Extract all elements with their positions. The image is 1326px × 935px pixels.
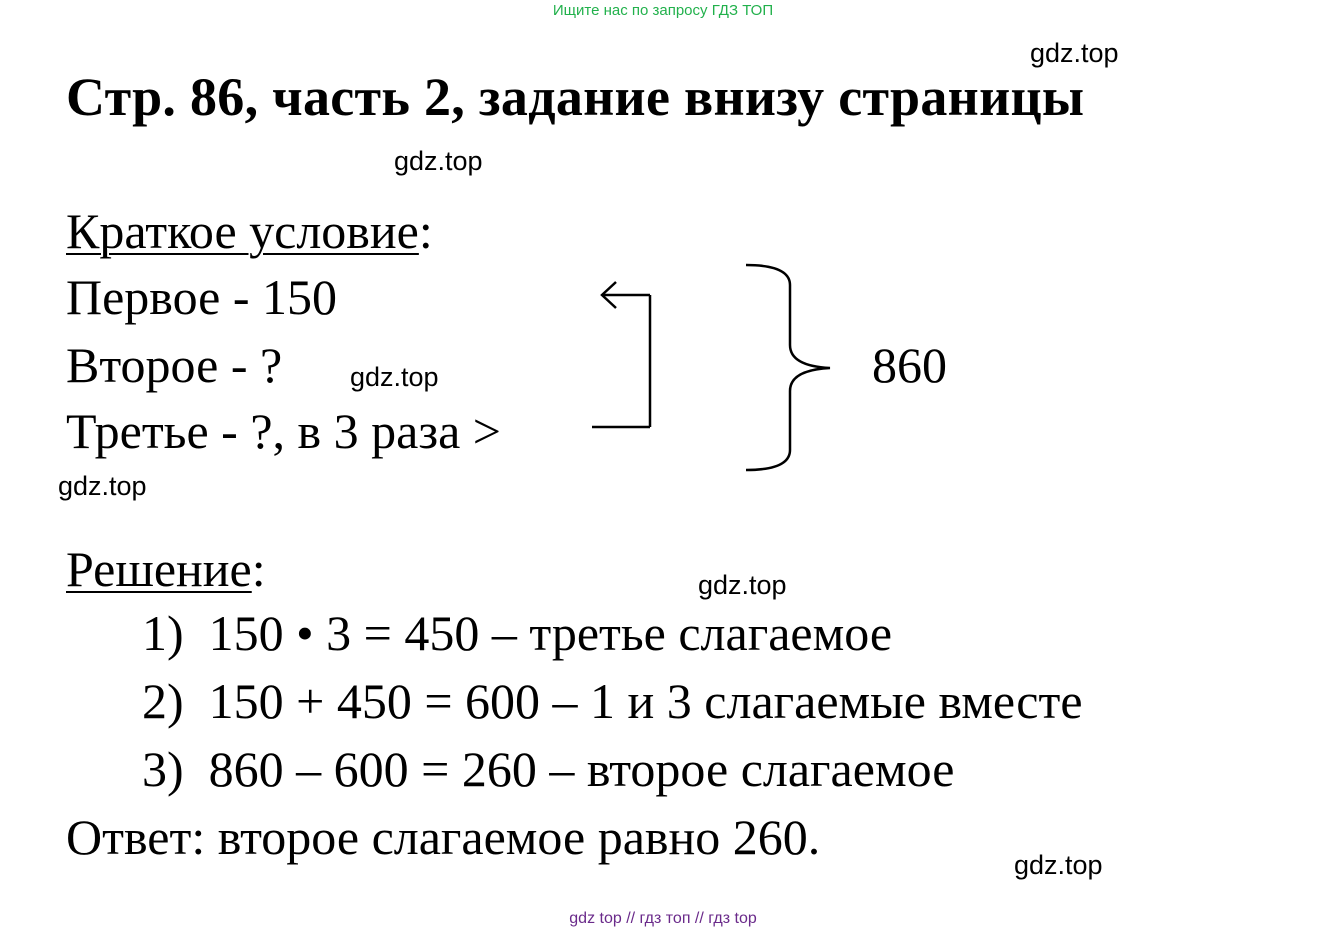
condition-third: Третье - ?, в 3 раза >: [66, 403, 501, 459]
condition-heading-text: Краткое условие: [66, 203, 419, 259]
solution-heading: [66, 540, 266, 598]
watermark: gdz.top: [350, 362, 439, 392]
step-number: 3): [142, 741, 184, 797]
arrow-connector: [592, 282, 650, 427]
watermark: gdz.top: [1014, 850, 1103, 880]
step-number: 1): [142, 605, 184, 661]
condition-total: 860: [872, 337, 947, 393]
condition-heading-colon: :: [418, 203, 433, 259]
page-title: Стр. 86, часть 2, задание внизу страницы: [66, 67, 1085, 127]
solution-step: [142, 672, 1083, 730]
watermark: gdz.top: [58, 471, 147, 501]
curly-brace-icon: [746, 265, 830, 470]
step-text: 150 • 3 = 450 – третье слагаемое: [208, 605, 893, 661]
step-text: 150 + 450 = 600 – 1 и 3 слагаемые вместе: [208, 673, 1083, 729]
watermark: gdz.top: [1030, 38, 1119, 68]
watermark: gdz.top: [698, 570, 787, 600]
condition-first: Первое - 150: [66, 269, 338, 325]
solution-heading-text: Решение: [66, 541, 252, 597]
condition-second: Второе - ?: [66, 337, 283, 393]
solution-step: [142, 740, 954, 798]
solution-step: [142, 604, 892, 662]
step-text: 860 – 600 = 260 – второе слагаемое: [208, 741, 955, 797]
step-number: 2): [142, 673, 184, 729]
footer-links[interactable]: gdz top // гдз топ // гдз top: [569, 910, 757, 927]
search-banner: Ищите нас по запросу ГДЗ ТОП: [552, 2, 774, 19]
watermark: gdz.top: [394, 146, 483, 176]
solution-heading-colon: :: [251, 541, 266, 597]
answer-line: Ответ: второе слагаемое равно 260.: [66, 809, 821, 865]
